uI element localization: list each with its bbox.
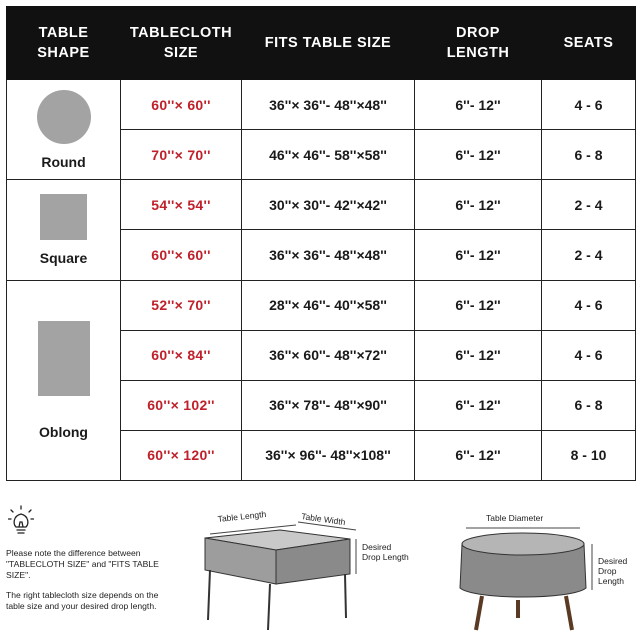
table-width-label: Table Width bbox=[300, 511, 347, 528]
drop-length-cell: 6''- 12'' bbox=[415, 230, 542, 280]
round-table-diagram bbox=[452, 508, 636, 636]
rectangle-shape-icon bbox=[38, 321, 90, 396]
square-shape-icon bbox=[40, 194, 87, 240]
tablecloth-size-cell: 52''× 70'' bbox=[121, 280, 242, 330]
tablecloth-size-table bbox=[6, 6, 636, 481]
header-row bbox=[7, 7, 636, 80]
desired-label: Desired bbox=[598, 556, 628, 566]
tablecloth-size-cell: 60''× 60'' bbox=[121, 230, 242, 280]
desired-label: Desired bbox=[362, 542, 392, 552]
tablecloth-size-cell: 54''× 54'' bbox=[121, 180, 242, 230]
seats-cell: 2 - 4 bbox=[542, 180, 636, 230]
fits-table-size-cell: 36''× 78''- 48''×90'' bbox=[242, 380, 415, 430]
drop-length-cell: 6''- 12'' bbox=[415, 330, 542, 380]
table-diameter-label: Table Diameter bbox=[486, 513, 544, 523]
seats-cell: 4 - 6 bbox=[542, 280, 636, 330]
header-drop-length: DROP LENGTH bbox=[415, 7, 542, 80]
drop-label: Drop bbox=[598, 566, 617, 576]
seats-cell: 2 - 4 bbox=[542, 230, 636, 280]
table-row bbox=[7, 80, 636, 130]
drop-length-cell: 6''- 12'' bbox=[415, 380, 542, 430]
note-text-1: Please note the difference between "TABLECLOTH SIZE" and "FITS TABLE SIZE". bbox=[6, 548, 159, 580]
header-tablecloth-size: TABLECLOTH SIZE bbox=[121, 7, 242, 80]
fits-table-size-cell: 28''× 46''- 40''×58'' bbox=[242, 280, 415, 330]
shape-label: Square bbox=[39, 249, 88, 266]
lightbulb-icon bbox=[8, 505, 34, 537]
shape-label: Oblong bbox=[39, 423, 88, 440]
fits-table-size-cell: 30''× 30''- 42''×42'' bbox=[242, 180, 415, 230]
tablecloth-size-cell: 60''× 120'' bbox=[121, 430, 242, 480]
shape-label: Round bbox=[41, 153, 86, 170]
table-row bbox=[7, 180, 636, 230]
seats-cell: 4 - 6 bbox=[542, 80, 636, 130]
shape-cell-round bbox=[7, 80, 121, 180]
fits-table-size-cell: 46''× 46''- 58''×58'' bbox=[242, 130, 415, 180]
drop-length-cell: 6''- 12'' bbox=[415, 130, 542, 180]
table-row bbox=[7, 280, 636, 330]
rectangular-table-diagram bbox=[188, 508, 423, 636]
shape-cell-square bbox=[7, 180, 121, 280]
length-label: Length bbox=[598, 576, 624, 586]
fits-table-size-cell: 36''× 36''- 48''×48'' bbox=[242, 230, 415, 280]
header-fits-table-size: FITS TABLE SIZE bbox=[242, 7, 415, 80]
drop-length-cell: 6''- 12'' bbox=[415, 80, 542, 130]
tablecloth-size-cell: 60''× 84'' bbox=[121, 330, 242, 380]
tablecloth-size-cell: 60''× 60'' bbox=[121, 80, 242, 130]
tablecloth-size-cell: 70''× 70'' bbox=[121, 130, 242, 180]
drop-length-cell: 6''- 12'' bbox=[415, 280, 542, 330]
tablecloth-size-cell: 60''× 102'' bbox=[121, 380, 242, 430]
header-table-shape: TABLE SHAPE bbox=[7, 7, 121, 80]
size-note bbox=[6, 548, 176, 621]
seats-cell: 4 - 6 bbox=[542, 330, 636, 380]
shape-cell-oblong bbox=[7, 280, 121, 481]
fits-table-size-cell: 36''× 36''- 48''×48'' bbox=[242, 80, 415, 130]
drop-length-label: Drop Length bbox=[362, 552, 409, 562]
table-length-label: Table Length bbox=[217, 508, 267, 524]
fits-table-size-cell: 36''× 60''- 48''×72'' bbox=[242, 330, 415, 380]
seats-cell: 6 - 8 bbox=[542, 130, 636, 180]
note-text-2: The right tablecloth size depends on the table size and your desired drop length. bbox=[6, 590, 159, 611]
drop-length-cell: 6''- 12'' bbox=[415, 430, 542, 480]
header-seats: SEATS bbox=[542, 7, 636, 80]
drop-length-cell: 6''- 12'' bbox=[415, 180, 542, 230]
fits-table-size-cell: 36''× 96''- 48''×108'' bbox=[242, 430, 415, 480]
circle-shape-icon bbox=[37, 90, 91, 144]
seats-cell: 8 - 10 bbox=[542, 430, 636, 480]
seats-cell: 6 - 8 bbox=[542, 380, 636, 430]
